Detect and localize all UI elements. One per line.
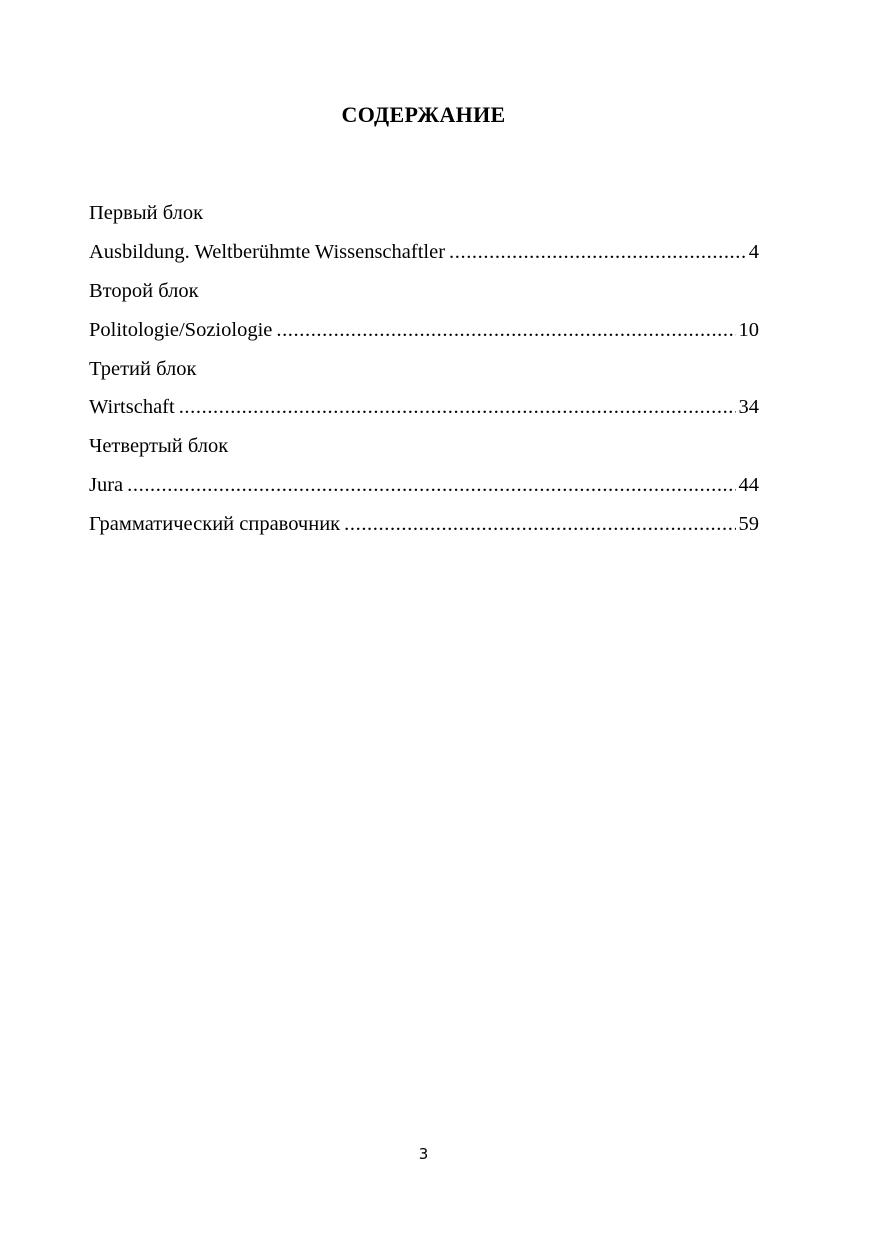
toc-entry-label: Грамматический справочник — [89, 512, 341, 535]
toc-entry[interactable] — [89, 310, 759, 349]
toc-entry-page: 4 — [748, 241, 759, 264]
toc-entry-label: Jura — [89, 473, 124, 496]
toc-entry[interactable] — [89, 504, 759, 543]
toc-dot-leader — [344, 511, 735, 537]
toc-entry-page: 10 — [738, 318, 759, 341]
toc-entry[interactable] — [89, 233, 759, 272]
toc-entry[interactable] — [89, 466, 759, 505]
toc-block-heading-label: Четвертый блок — [89, 435, 229, 458]
toc-entry-label: Ausbildung. Weltberühmte Wissenschaftler — [89, 241, 446, 264]
table-of-contents — [89, 194, 759, 543]
toc-dot-leader — [276, 317, 735, 343]
toc-block-heading-label: Первый блок — [89, 202, 204, 225]
page-number: 3 — [418, 1145, 429, 1163]
toc-block-heading-label: Второй блок — [89, 279, 199, 302]
toc-dot-leader — [127, 472, 735, 498]
toc-block-heading — [89, 194, 759, 233]
toc-entry[interactable] — [89, 388, 759, 427]
toc-entry-label: Wirtschaft — [89, 396, 175, 419]
toc-block-heading — [89, 272, 759, 311]
toc-entry-page: 44 — [738, 473, 759, 496]
toc-entry-page: 59 — [738, 512, 759, 535]
toc-entry-label: Politologie/Soziologie — [89, 318, 273, 341]
toc-block-heading — [89, 427, 759, 466]
toc-block-heading-label: Третий блок — [89, 357, 197, 380]
toc-title: СОДЕРЖАНИЕ — [341, 102, 506, 127]
toc-dot-leader — [179, 394, 736, 420]
toc-dot-leader — [449, 239, 746, 265]
toc-entry-page: 34 — [738, 396, 759, 419]
toc-block-heading — [89, 349, 759, 388]
